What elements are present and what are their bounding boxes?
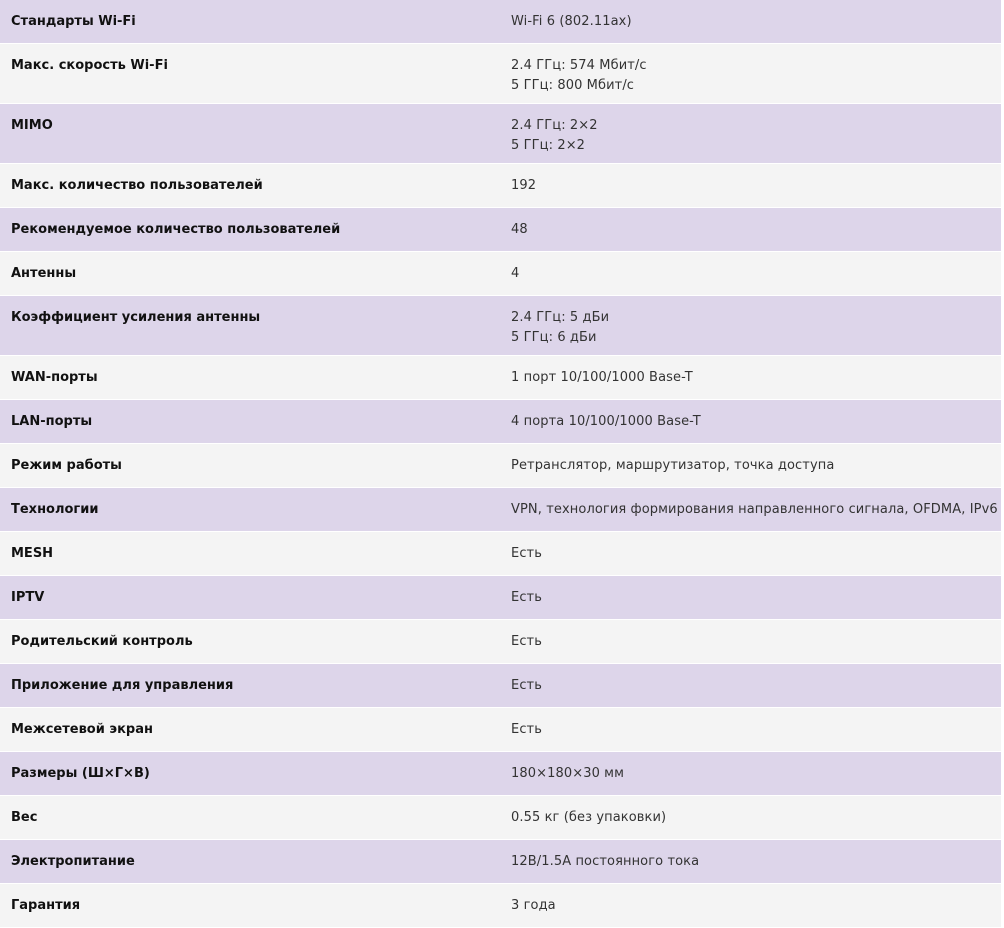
- spec-value: [500, 576, 1001, 620]
- spec-value-line: 3 года: [511, 898, 556, 913]
- spec-value-line: Есть: [511, 722, 542, 737]
- spec-value-line: 2.4 ГГц: 5 дБи: [511, 310, 610, 325]
- spec-row: [0, 488, 1001, 532]
- spec-row: [0, 444, 1001, 488]
- spec-row: [0, 252, 1001, 296]
- spec-row: [0, 620, 1001, 664]
- spec-label: Гарантия: [0, 884, 500, 928]
- spec-value-line: 4: [511, 266, 520, 281]
- spec-value-line: Есть: [511, 678, 542, 693]
- spec-label: Режим работы: [0, 444, 500, 488]
- spec-row: [0, 796, 1001, 840]
- spec-value: [500, 708, 1001, 752]
- spec-row: [0, 708, 1001, 752]
- spec-value: [500, 104, 1001, 164]
- spec-value: [500, 796, 1001, 840]
- spec-value: [500, 620, 1001, 664]
- spec-label: Родительский контроль: [0, 620, 500, 664]
- spec-label: Технологии: [0, 488, 500, 532]
- spec-value-line: Ретранслятор, маршрутизатор, точка доступа: [511, 458, 835, 473]
- spec-label: Электропитание: [0, 840, 500, 884]
- spec-value: [500, 444, 1001, 488]
- spec-value-line: 1 порт 10/100/1000 Base-T: [511, 370, 693, 385]
- spec-value-line: 5 ГГц: 6 дБи: [511, 329, 597, 345]
- spec-label: MESH: [0, 532, 500, 576]
- spec-value: [500, 884, 1001, 928]
- spec-value-line: Wi-Fi 6 (802.11ax): [511, 14, 632, 29]
- spec-value: [500, 356, 1001, 400]
- spec-value-line: Есть: [511, 590, 542, 605]
- spec-value-line: 48: [511, 222, 528, 237]
- spec-value-line: 0.55 кг (без упаковки): [511, 810, 667, 825]
- spec-value: [500, 164, 1001, 208]
- spec-row: [0, 532, 1001, 576]
- spec-label: Межсетевой экран: [0, 708, 500, 752]
- spec-row: [0, 44, 1001, 104]
- spec-value: [500, 44, 1001, 104]
- spec-row: [0, 164, 1001, 208]
- spec-label: IPTV: [0, 576, 500, 620]
- spec-row: [0, 884, 1001, 928]
- spec-label: Макс. скорость Wi-Fi: [0, 44, 500, 104]
- spec-value-line: Есть: [511, 634, 542, 649]
- spec-value: [500, 532, 1001, 576]
- spec-row: [0, 104, 1001, 164]
- spec-label: Антенны: [0, 252, 500, 296]
- spec-value: [500, 488, 1001, 532]
- spec-label: LAN-порты: [0, 400, 500, 444]
- spec-label: WAN-порты: [0, 356, 500, 400]
- spec-label: Макс. количество пользователей: [0, 164, 500, 208]
- spec-row: [0, 664, 1001, 708]
- spec-row: [0, 400, 1001, 444]
- spec-value: [500, 752, 1001, 796]
- spec-label: Вес: [0, 796, 500, 840]
- spec-value: [500, 400, 1001, 444]
- spec-row: [0, 356, 1001, 400]
- spec-value-line: 4 порта 10/100/1000 Base-T: [511, 414, 701, 429]
- spec-value-line: 2.4 ГГц: 2×2: [511, 118, 598, 133]
- spec-value-line: 5 ГГц: 2×2: [511, 137, 586, 153]
- spec-value-line: 12В/1.5А постоянного тока: [511, 854, 700, 869]
- spec-value: [500, 208, 1001, 252]
- spec-value: [500, 296, 1001, 356]
- spec-label: Размеры (Ш×Г×В): [0, 752, 500, 796]
- spec-label: MIMO: [0, 104, 500, 164]
- spec-value: [500, 252, 1001, 296]
- spec-row: [0, 0, 1001, 44]
- spec-value-line: Есть: [511, 546, 542, 561]
- spec-value-line: VPN, технология формирования направленного сигнала, OFDMA, IPv6: [511, 502, 998, 517]
- spec-label: Стандарты Wi-Fi: [0, 0, 500, 44]
- spec-value-line: 5 ГГц: 800 Мбит/с: [511, 77, 635, 93]
- spec-value: [500, 664, 1001, 708]
- spec-row: [0, 576, 1001, 620]
- spec-value: [500, 0, 1001, 44]
- spec-row: [0, 840, 1001, 884]
- spec-value-line: 192: [511, 178, 537, 193]
- spec-value: [500, 840, 1001, 884]
- spec-value-line: 2.4 ГГц: 574 Мбит/с: [511, 58, 647, 73]
- spec-label: Приложение для управления: [0, 664, 500, 708]
- spec-row: [0, 296, 1001, 356]
- spec-label: Коэффициент усиления антенны: [0, 296, 500, 356]
- spec-label: Рекомендуемое количество пользователей: [0, 208, 500, 252]
- spec-row: [0, 752, 1001, 796]
- spec-value-line: 180×180×30 мм: [511, 766, 624, 781]
- spec-row: [0, 208, 1001, 252]
